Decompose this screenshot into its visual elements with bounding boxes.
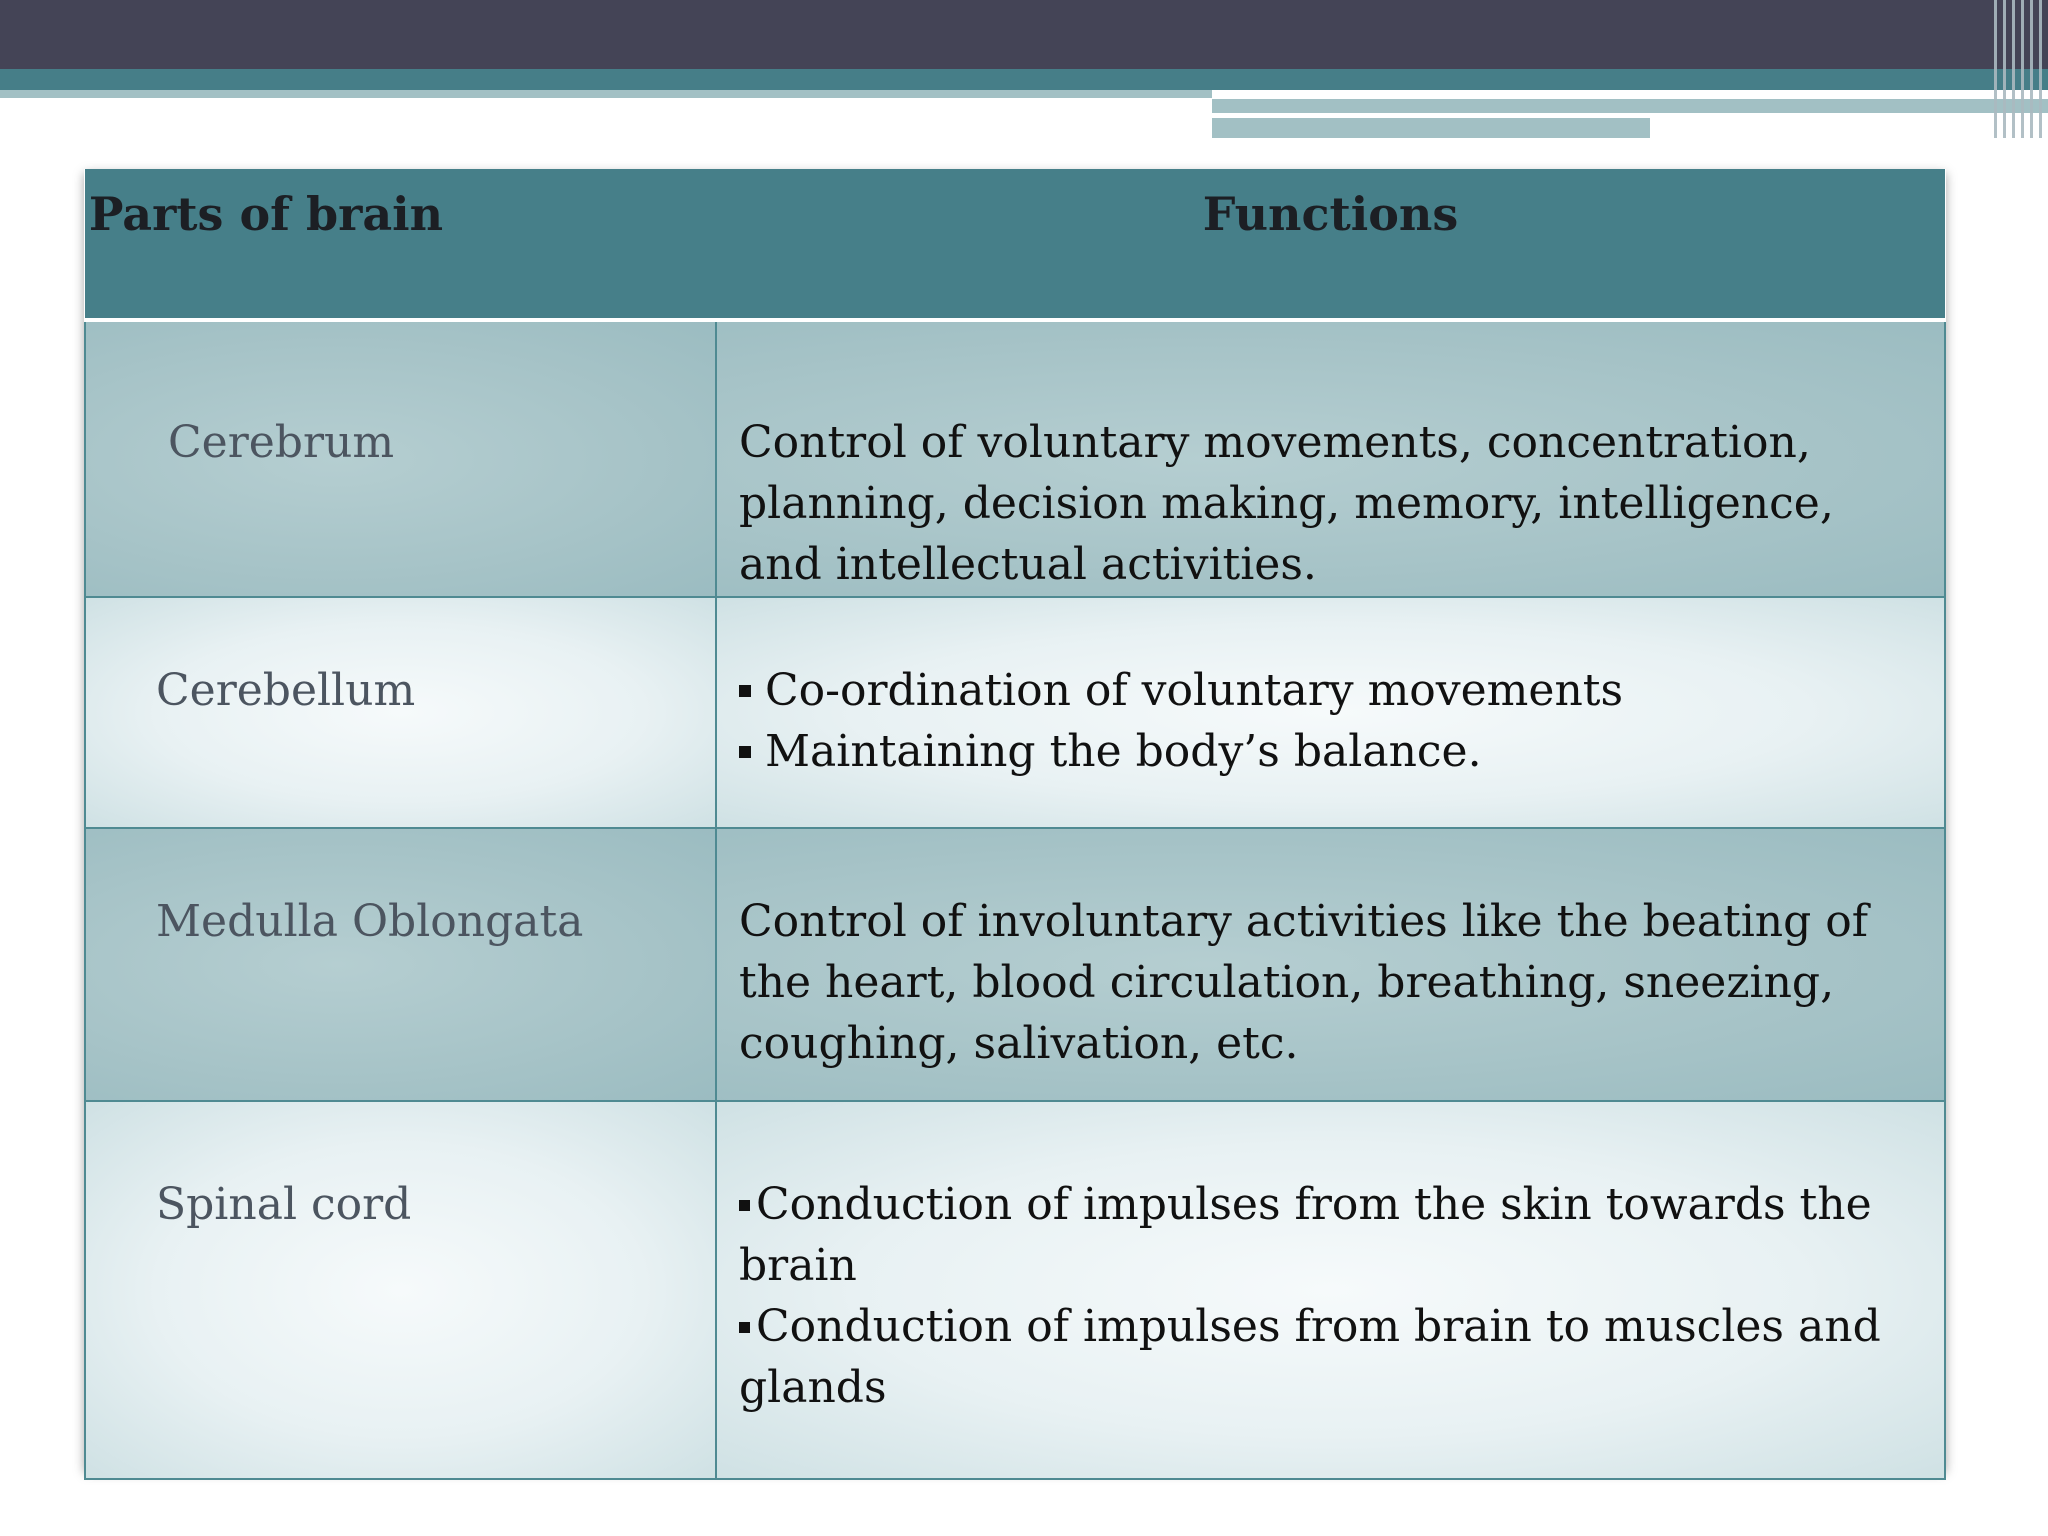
list-item xyxy=(739,1174,1926,1296)
banner-teal-band xyxy=(0,69,2048,90)
bullet-text: Maintaining the body’s balance. xyxy=(765,726,1482,777)
banner-light-stripe xyxy=(0,90,1212,98)
square-bullet-icon xyxy=(739,746,751,758)
function-cell xyxy=(716,597,1945,828)
banner-dark-band xyxy=(0,0,2048,69)
part-cell: Cerebellum xyxy=(85,597,716,828)
function-cell xyxy=(716,1101,1945,1479)
brain-parts-table-container xyxy=(84,169,1946,1469)
function-cell: Control of involuntary activities like the beating of the heart, blood circulation, breathing, sneezing, coughing, salivation, etc. xyxy=(716,828,1945,1101)
header-parts-of-brain: Parts of brain xyxy=(85,169,716,320)
banner-edge-lines xyxy=(1988,0,2048,138)
bullet-text: Conduction of impulses from brain to muscles and glands xyxy=(739,1301,1881,1413)
list-item xyxy=(739,1296,1926,1418)
banner-stripe xyxy=(1212,99,2048,113)
square-bullet-icon xyxy=(739,1200,750,1211)
bullet-text: Co-ordination of voluntary movements xyxy=(765,665,1624,716)
part-cell: Spinal cord xyxy=(85,1101,716,1479)
table-row xyxy=(85,1101,1945,1479)
banner-stripe xyxy=(1212,90,2048,99)
function-cell: Control of voluntary movements, concentration, planning, decision making, memory, intelligence, and intellectual activities. xyxy=(716,320,1945,597)
square-bullet-icon xyxy=(739,685,751,697)
table-row xyxy=(85,320,1945,597)
table-row xyxy=(85,828,1945,1101)
function-bullet-list xyxy=(739,660,1926,782)
list-item xyxy=(739,660,1926,721)
brain-parts-table xyxy=(84,169,1946,1480)
table-header-row xyxy=(85,169,1945,320)
function-bullet-list xyxy=(739,1174,1926,1418)
square-bullet-icon xyxy=(739,1322,750,1333)
part-cell: Medulla Oblongata xyxy=(85,828,716,1101)
header-functions: Functions xyxy=(716,169,1945,320)
banner-stripe xyxy=(1212,118,1650,138)
list-item xyxy=(739,721,1926,782)
table-row xyxy=(85,597,1945,828)
part-cell: Cerebrum xyxy=(85,320,716,597)
bullet-text: Conduction of impulses from the skin towards the brain xyxy=(739,1179,1872,1291)
